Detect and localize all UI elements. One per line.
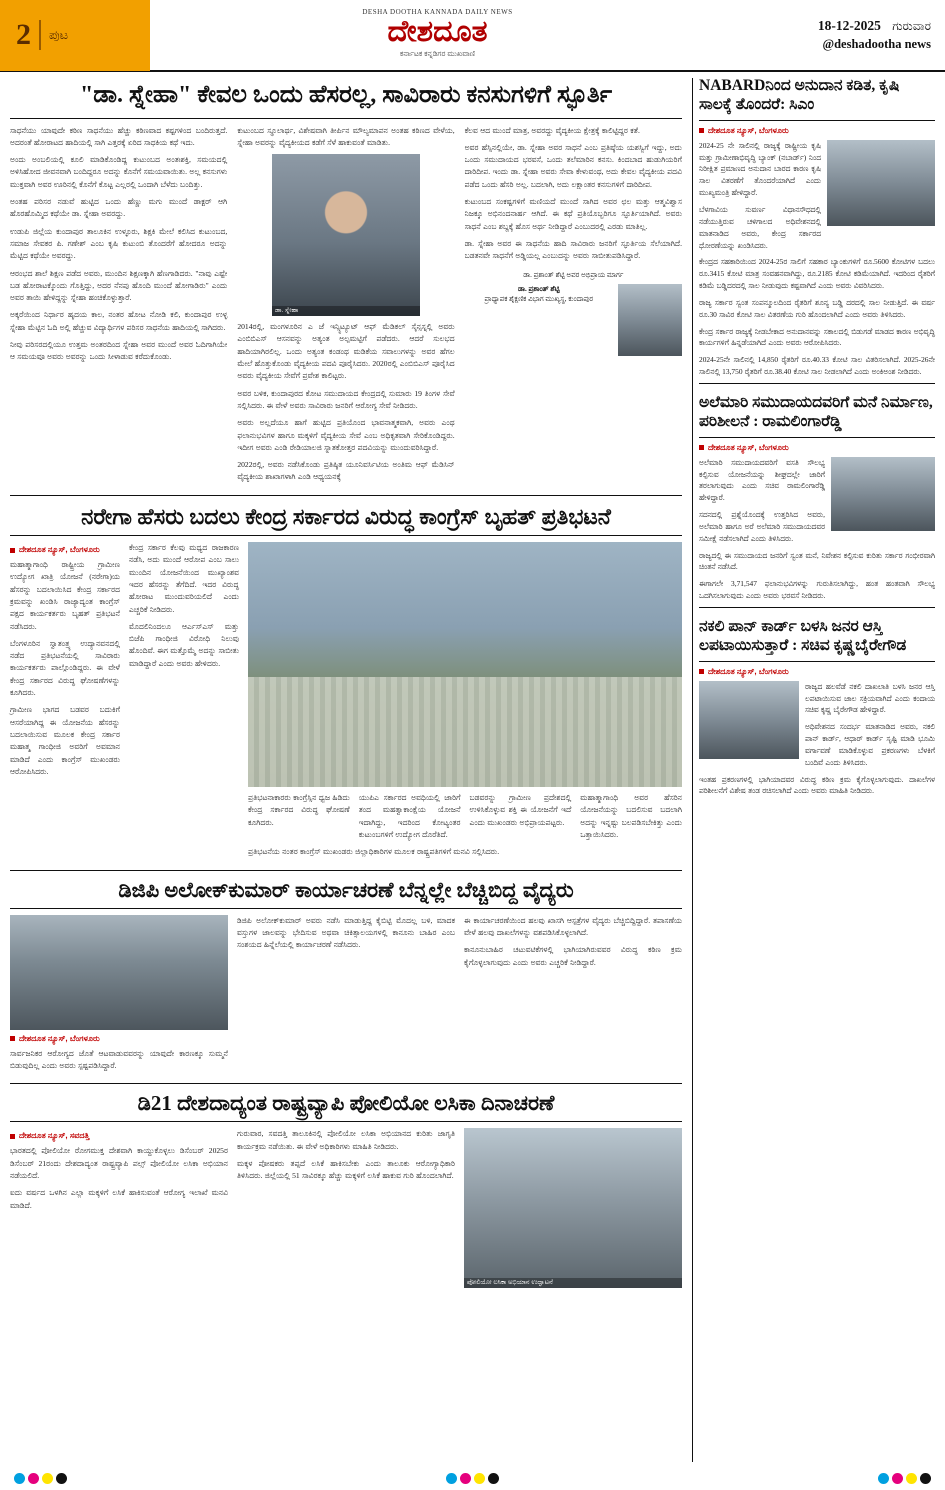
- byline: [699, 667, 935, 677]
- story1-col3: [465, 125, 682, 489]
- masthead-handle: @deshadootha news: [822, 37, 931, 51]
- byline-bullet-icon: [699, 669, 704, 674]
- paragraph: ಸಾರ್ವಜನಿಕರ ಆರೋಗ್ಯದ ಜೊತೆ ಆಟವಾಡುವವರನ್ನು ಯಾವುದೇ ಕಾರಣಕ್ಕೂ ಸುಮ್ಮನೆ ಬಿಡುವುದಿಲ್ಲ ಎಂದು ಅವರು ಸ್ಪಷ್ಟಪಡಿಸಿದ್ದಾರೆ.: [10, 1048, 228, 1070]
- page-number: 2: [16, 18, 31, 51]
- masthead-title-block: [150, 8, 725, 59]
- byline-bullet-icon: [10, 1036, 15, 1041]
- article-headline: ಡಿ21 ದೇಶದಾದ್ಯಂತ ರಾಷ್ಟ್ರವ್ಯಾಪಿ ಪೋಲಿಯೋ ಲಸಿಕಾ ದಿನಾಚರಣೆ: [10, 1083, 682, 1122]
- byline: [10, 1131, 228, 1141]
- main-column: [10, 72, 690, 1462]
- paragraph: ಐದು ವರ್ಷದ ಒಳಗಿನ ಎಲ್ಲಾ ಮಕ್ಕಳಿಗೆ ಲಸಿಕೆ ಹಾಕಿಸುವಂತೆ ಆರೋಗ್ಯ ಇಲಾಖೆ ಮನವಿ ಮಾಡಿದೆ.: [10, 1188, 228, 1210]
- article-photo-cm: [827, 140, 935, 226]
- registration-dot-magenta: [892, 1473, 903, 1484]
- byline-bullet-icon: [699, 445, 704, 450]
- paragraph: ಅವರ ಹೆಸ್ಸಿನಲ್ಲಿಯೇ, ಡಾ. ಸ್ನೇಹಾ ಅವರ ಸಾಧನೆ ಎಂಬ ಪ್ರತಿಷ್ಠೆಯ ಯಶಸ್ವಿಗೆ ಇದ್ದು, ಅದು ಒಂದು ಸಮುದಾಯದ ಭರವಸೆ, ಒಂದು ತಲೆಮಾರಿನ ಕನಸು. ಕಿಂದಬಾದ ಹುಡುಗಿಯರಿಗೆ ದಾರಿದೀಪ. ಇಂದು ಡಾ. ಸ್ನೇಹಾ ಅವರು ಸೇವಾ ಕೇಳುವಂಥ, ಅದು ಕೇವಲ ವೈದ್ಯಕೀಯ ಪದವಿ ಪಡೆದ ಒಂದು ಹೆಸರಿ ಅಲ್ಲ. ಬದಲಾಗಿ, ಅದು ಲಕ್ಷಾಂತರ ಕನಸುಗಳಿಗೆ ದಾರಿದೀಪ.: [464, 142, 682, 189]
- expert-name: ಡಾ. ಪ್ರಶಾಂತ್ ಶೆಟ್ಟಿ: [518, 284, 560, 293]
- paragraph: ಬಡವರನ್ನು ಗ್ರಾಮೀಣ ಪ್ರದೇಶದಲ್ಲಿ ಉಳಿಸಿಕೊಳ್ಳುವ ಶಕ್ತಿ ಈ ಯೋಜನೆಗೆ ಇದೆ ಎಂದು ಮುಖಂಡರು ಅಭಿಪ್ರಾಯಪಟ್ಟರು.: [469, 793, 572, 827]
- paragraph: ಬೆಂಗಳೂರಿನ ಸ್ವಾತಂತ್ರ್ಯ ಉದ್ಯಾನವನದಲ್ಲಿ ನಡೆದ ಪ್ರತಿಭಟನೆಯಲ್ಲಿ ಸಾವಿರಾರು ಕಾರ್ಯಕರ್ತರು ಪಾಲ್ಗೊಂಡಿದ್ದರು. ಈ ವೇಳೆ ಕೇಂದ್ರ ಸರ್ಕಾರದ ವಿರುದ್ಧ ಘೋಷಣೆಗಳನ್ನು ಕೂಗಿದರು.: [10, 638, 120, 698]
- paragraph: ಉಡುಪಿ ಜಿಲ್ಲೆಯ ಕುಂದಾಪುರ ತಾಲೂಕಿನ ಉಳ್ಳೂರು, ಶಿಕ್ಷಕಿ ಮೇಲೆ ಕಲಿಸಿದ ಕುಟುಂಬದ, ಸಮಾಜ ಸೇವಕರ ಪಿ. ಗಣೇಶ್ ಎಂಬ ಕೃಷಿ ಕುಟುಂಬಿ ತೊಂದರೆಗೆ ಹೋದರೂ ಅದನ್ನು ಮೆಟ್ಟಿದ ಕಥೆಯೇ ಅವರದ್ದು.: [10, 226, 228, 261]
- article-headline: ನಕಲಿ ಪಾನ್ ಕಾರ್ಡ್ ಬಳಸಿ ಜನರ ಆಸ್ತಿ ಲಪಟಾಯಿಸುತ್ತಾರೆ : ಸಚಿವ ಕೃಷ್ಣಬೈರೇಗೌಡ: [699, 613, 935, 662]
- article-headline: ನರೇಗಾ ಹೆಸರು ಬದಲು ಕೇಂದ್ರ ಸರ್ಕಾರದ ವಿರುದ್ಧ ಕಾಂಗ್ರೆಸ್ ಬೃಹತ್ ಪ್ರತಿಭಟನೆ: [10, 495, 682, 536]
- paragraph: ಕೇಂದ್ರ ಸರ್ಕಾರ ಕೆಲವು ಮಧ್ಯದ ರಾಜಕಾರಣ ನಡೆಸಿ, ಅದು ಮುಂದೆ ಆರೋಪ ಎಂಬ ಸಾಲು ಮುಂದಿನ ಯೋಜನೆಯಿಂದ ಮುಖ್ಯಾಂಶವ ಇದರ ಹೆಸರನ್ನು ತೆಗೆದಿದೆ. ಇದರ ವಿರುದ್ಧ ಹೋರಾಟ ಮುಂದುವರಿಯಲಿದೆ ಎಂದು ಎಚ್ಚರಿಕೆ ನೀಡಿದರು.: [129, 543, 239, 614]
- expert-photo: [618, 284, 682, 356]
- photo-caption: ಪೋಲಿಯೋ ಲಸಿಕಾ ಅಭಿಯಾನ ಉದ್ಘಾಟನೆ: [464, 1278, 682, 1288]
- story4-col1: [10, 1128, 228, 1288]
- section-divider: [699, 607, 935, 608]
- masthead-tagline: DESHA DOOTHA KANNADA DAILY NEWS: [362, 7, 513, 16]
- paragraph: ಕೆಲವ ಆದ ಮುಂದೆ ಮಾತ್ರ, ಅವರದ್ದು ವೈದ್ಯಕೀಯ ಕ್ಷೇತ್ರಕ್ಕೆ ಕಾಲಿಟ್ಟಿದ್ದರ ಕತೆ.: [464, 125, 640, 135]
- paragraph: ಅಧಿವೇಶನದ ಸಂದರ್ಭ ಮಾತನಾಡಿದ ಅವರು, ನಕಲಿ ಪಾನ್ ಕಾರ್ಡ್, ಆಧಾರ್ ಕಾರ್ಡ್ ಸೃಷ್ಟಿ ಮಾಡಿ ಭೂಮಿ ವರ್ಗಾವಣೆ ಮಾಡಿಕೊಳ್ಳುವ ಪ್ರಕರಣಗಳು ಬೆಳಕಿಗೆ ಬಂದಿವೆ ಎಂದು ತಿಳಿಸಿದರು.: [805, 722, 935, 767]
- byline: [699, 443, 935, 453]
- byline-text: ದೇಶದೂತ ನ್ಯೂಸ್, ಬೆಂಗಳೂರು: [19, 545, 100, 555]
- registration-dot-cyan: [878, 1473, 889, 1484]
- masthead: [0, 0, 945, 72]
- article-narega-protest: [10, 495, 682, 864]
- registration-group-left: [14, 1473, 67, 1484]
- paragraph: ಕುಟುಂಬದ ಸ್ಥೂಲಾರ್ಥ, ವಿಶೇಷವಾಗಿ ತೀರ್ಪಿನ ಮೌಲ್ಯಮಾಪನ ಅಂತಹ ಕಠಿಣದ ವೇಳೆಯ, ಸ್ನೇಹಾ ಅವರನ್ನು ವೈದ್ಯಕೀಯದ ಕಡೆಗೆ ಸೆಳೆ ಹಾಕುವಂತೆ ಮಾಡಿತು.: [237, 125, 455, 147]
- paragraph: ಅವರು ಅಲ್ಲದೆಯೂ ಹಾಗೆ ಹುಟ್ಟಿದ ಪ್ರತಿಯೊಂದ ಭಾವನಾತ್ಮಕವಾಗಿ, ಅವರು ಎಂಥ ಫಲಾನುಭವಿಗಳ ಹಾಗೂ ಮಕ್ಕಳಿಗೆ ವೈದ್ಯಕೀಯ ಸೇವೆ ಎಂಬ ಅಧಿಕೃತವಾಗಿ ಸೇರಿಕೊಂಡಿದ್ದರು. ಇದೀಗ ಅವರು ಎಂಡಿ ರೇಡಿಯಾಲಜಿ ಸ್ನಾತಕೋತ್ತರ ಪದವಿಯನ್ನು ಮುಂದುವರಿಸಿದ್ದಾರೆ.: [237, 418, 455, 452]
- article-photo-polio-event: [464, 1128, 682, 1288]
- article-headline: ಅಲೆಮಾರಿ ಸಮುದಾಯದವರಿಗೆ ಮನೆ ನಿರ್ಮಾಣ, ಪರಿಶೀಲನೆ : ರಾಮಲಿಂಗಾರೆಡ್ಡಿ: [699, 389, 935, 438]
- paragraph: ಪ್ರತಿಭಟನಾಕಾರರು ಕಾಂಗ್ರೆಸ್ಸಿನ ಧ್ವಜ ಹಿಡಿದು ಕೇಂದ್ರ ಸರ್ಕಾರದ ವಿರುದ್ಧ ಘೋಷಣೆ ಕೂಗಿದರು.: [248, 793, 350, 827]
- paragraph: ಮೊದಲಿನಿಂದಲೂ ಆರ್ಎಸ್ಎಸ್ ಮತ್ತು ಬಿಜೆಪಿ ಗಾಂಧೀಜಿ ವಿರೋಧಿ ನಿಲುವು ಹೊಂದಿವೆ. ಈಗ ಮತ್ತೊಮ್ಮೆ ಅದನ್ನು ಸಾಬೀತು ಮಾಡಿದ್ದಾರೆ ಎಂದು ಅವರು ಹೇಳಿದರು.: [129, 621, 239, 668]
- sidebar-article-nabard: [699, 72, 935, 378]
- masthead-meta: [725, 18, 945, 52]
- paragraph: ಕೇಂದ್ರದ ಸಹಕಾರಿಯಿಂದ 2024-25ರ ಸಾಲಿಗೆ ಸಹಕಾರ ಬ್ಯಾಂಕುಗಳಿಗೆ ರೂ.5600 ಕೋಟಿಗಳ ಬದಲು ರೂ.3415 ಕೋಟಿ ಮಾತ್ರ ಸಂವಹನವಾಗಿದ್ದು, ರೂ.2185 ಕೋಟಿ ಕಡಿಮೆಯಾಗಿದೆ. ಇದರಿಂದ ರೈತರಿಗೆ ಕಡಿಮೆ ಬಡ್ಡಿದರದಲ್ಲಿ ಸಾಲ ನೀಡುವುದು ಕಷ್ಟವಾಗಿದೆ ಎಂದು ಅವರು ವಿವರಿಸಿದರು.: [699, 257, 935, 291]
- story2-col1: [10, 542, 120, 863]
- article-headline: NABARDನಿಂದ ಅನುದಾನ ಕಡಿತ, ಕೃಷಿ ಸಾಲಕ್ಕೆ ತೊಂದರೆ: ಸಿಎಂ: [699, 72, 935, 121]
- registration-dot-black: [920, 1473, 931, 1484]
- article-headline: ಡಿಜಿಪಿ ಅಲೋಕ್‌ಕುಮಾರ್ ಕಾರ್ಯಾಚರಣೆ ಬೆನ್ನಲ್ಲೇ ಬೆಚ್ಚಿಬಿದ್ದ ವೈದ್ಯರು: [10, 870, 682, 909]
- story4-photo-block: [464, 1128, 682, 1288]
- byline-bullet-icon: [10, 548, 15, 553]
- article-photo-dr-sneha: [272, 154, 420, 316]
- paragraph: ಮಹಾತ್ಮಾಗಾಂಧಿ ಅವರ ಹೆಸರಿನ ಯೋಜನೆಯನ್ನು ಬದಲಿಸುವ ಬದಲಾಗಿ ಅದನ್ನು ಇನ್ನಷ್ಟು ಬಲಪಡಿಸಬೇಕಿತ್ತು ಎಂದು ಒತ್ತಾಯಿಸಿದರು.: [580, 793, 682, 839]
- paragraph: 2024-25 ನೇ ಸಾಲಿನಲ್ಲಿ ರಾಜ್ಯಕ್ಕೆ ರಾಷ್ಟ್ರೀಯ ಕೃಷಿ ಮತ್ತು ಗ್ರಾಮೀಣಾಭಿವೃದ್ಧಿ ಬ್ಯಾಂಕ್ (ನಬಾರ್ಡ್) ನಿಂದ ನಿರೀಕ್ಷಿತ ಪ್ರಮಾಣದ ಅನುದಾನ ಬಾರದ ಕಾರಣ ಕೃಷಿ ಸಾಲ ವಿತರಣೆಗೆ ತೊಂದರೆಯಾಗಿದೆ ಎಂದು ಮುಖ್ಯಮಂತ್ರಿ ಹೇಳಿದ್ದಾರೆ.: [699, 140, 821, 198]
- byline: [699, 126, 935, 136]
- registration-dot-magenta: [460, 1473, 471, 1484]
- masthead-subtitle: ಕರ್ನಾಟಕ ಕನ್ನಡಿಗರ ಮುಖವಾಣಿ: [399, 48, 476, 58]
- paragraph: ಅಂದು ಅಂಬಲಿಯಲ್ಲಿ ಕೂಲಿ ಮಾಡಿಕೊಂಡಿದ್ದ ಕುಟುಂಬದ ಅಂತಃಶಕ್ತಿ, ಸಮಯದಲ್ಲಿ ಅಳಿಸಿಹೋದ ಜೀವನವಾಗಿ ಬಂದಿದ್ದರೂ ಅದನ್ನು ಕೊನೆಗೆ ಸಮಯವಾಯಿತು. ಅಲ್ಲ ಕನಸುಗಳು ಮುಕ್ತವಾಗಿ ಅವರ ಊರಿನಲ್ಲಿ ಕೊನೆಗೆ ಕೊಟ್ಟ ಎಲ್ಲರಲ್ಲಿ ಒಂದಾಗಿ ಬೆಳೆದು ಬಂದಿತ್ತು.: [10, 155, 228, 189]
- article-headline: "ಡಾ. ಸ್ನೇಹಾ" ಕೇವಲ ಒಂದು ಹೆಸರಲ್ಲ, ಸಾವಿರಾರು ಕನಸುಗಳಿಗೆ ಸ್ಫೂರ್ತಿ: [10, 72, 682, 119]
- story1-col2: [237, 125, 454, 489]
- paragraph: ಈ ಕಾರ್ಯಾಚರಣೆಯಿಂದ ಹಲವು ಖಾಸಗಿ ಆಸ್ಪತ್ರೆಗಳ ವೈದ್ಯರು ಬೆಚ್ಚಿಬಿದ್ದಿದ್ದಾರೆ. ತಪಾಸಣೆಯ ವೇಳೆ ಹಲವು ದಾಖಲೆಗಳನ್ನು ವಶಪಡಿಸಿಕೊಳ್ಳಲಾಗಿದೆ.: [464, 915, 682, 937]
- paragraph: ಸಾಧನೆಯು ಯಾವುದೇ ಕಠಿಣ ಸಾಧನೆಯು ಹೆಚ್ಚು ಕಠಿಣವಾದ ಕಷ್ಟಗಳಿಂದ ಬಂದಿರುತ್ತದೆ. ಅದರಂತೆ ಹೋರಾಟದ ಹಾದಿಯಲ್ಲಿ ಸಾಗಿ ಎತ್ತರಕ್ಕೆ ಏರಿದ ಸಾಧಕಿಯ ಕಥೆ ಇದು.: [10, 125, 228, 147]
- story3-col2: [237, 915, 455, 1078]
- article-photo-minister-byregowda: [699, 681, 799, 759]
- paragraph: ಅವರ ಬಳಿಕ, ಕುಂದಾಪುರದ ಕೋಟ ಸಮುದಾಯದ ಕೇಂದ್ರದಲ್ಲಿ ಸುಮಾರು 19 ತಿಂಗಳ ಸೇವೆ ಸಲ್ಲಿಸಿದರು. ಈ ವೇಳೆ ಅವರು ಸಾವಿರಾರು ಜನರಿಗೆ ಆರೋಗ್ಯ ಸೇವೆ ನೀಡಿದರು.: [237, 388, 455, 410]
- paragraph: ನೀವು ಪರಿಸರದಲ್ಲಿಯೂ ಉತ್ತಮ ಅಂತರದಿಂದ ಸ್ನೇಹಾ ಅವರ ಮುಂದೆ ಅವರ ಓದಿಗಾಗಿಯೇ ಆ ಸಮಯವೂ ಅವರು ಅವರನ್ನು ಒಂದು ಸೀಳಾಡುವ ಕರೆದುಕೊಂಡು.: [10, 340, 228, 362]
- page-body: [0, 72, 945, 1462]
- paragraph: ಅಂತಹ ಪರಿಸರ ನಡುವೆ ಹುಟ್ಟಿದ ಒಂದು ಹೆಣ್ಣು ಮಗು ಮುಂದೆ ಡಾಕ್ಟರ್ ಆಗಿ ಹೊರಹೊಮ್ಮಿದ ಕಥೆಯೇ ಡಾ. ಸ್ನೇಹಾ ಅವರದ್ದು.: [10, 197, 228, 219]
- paragraph: ಗುರುವಾರ, ಸವದತ್ತಿ ತಾಲೂಕಿನಲ್ಲಿ ಪೋಲಿಯೋ ಲಸಿಕಾ ಅಭಿಯಾನದ ಕುರಿತು ಜಾಗೃತಿ ಕಾರ್ಯಕ್ರಮ ನಡೆಯಿತು. ಈ ವೇಳೆ ಅಧಿಕಾರಿಗಳು ಮಾಹಿತಿ ನೀಡಿದರು.: [237, 1129, 455, 1151]
- paragraph: ಕೇಂದ್ರ ಸರ್ಕಾರ ರಾಜ್ಯಕ್ಕೆ ನೀಡಬೇಕಾದ ಅನುದಾನವನ್ನು ಸಕಾಲದಲ್ಲಿ ಬಿಡುಗಡೆ ಮಾಡದ ಕಾರಣ ಅಭಿವೃದ್ಧಿ ಕಾರ್ಯಗಳಿಗೆ ಹಿನ್ನಡೆಯಾಗಿದೆ ಎಂದು ಅವರು ಆರೋಪಿಸಿದರು.: [699, 326, 935, 348]
- paragraph: ಮಹಾತ್ಮಾಗಾಂಧಿ ರಾಷ್ಟ್ರೀಯ ಗ್ರಾಮೀಣ ಉದ್ಯೋಗ ಖಾತ್ರಿ ಯೋಜನೆ (ನರೇಗಾ)ಯ ಹೆಸರನ್ನು ಬದಲಾಯಿಸಿದ ಕೇಂದ್ರ ಸರ್ಕಾರದ ಕ್ರಮವನ್ನು ಖಂಡಿಸಿ ರಾಜ್ಯಾದ್ಯಂತ ಕಾಂಗ್ರೆಸ್ ಪಕ್ಷದ ಕಾರ್ಯಕರ್ತರು ಬೃಹತ್ ಪ್ರತಿಭಟನೆ ನಡೆಸಿದರು.: [10, 560, 120, 631]
- paragraph: ಕುಟುಂಬದ ಸಂಕಷ್ಟಗಳಿಗೆ ಮಣಿಯದೆ ಮುಂದೆ ಸಾಗಿದ ಅವರ ಛಲ ಮತ್ತು ಆತ್ಮವಿಶ್ವಾಸ ನಿಜಕ್ಕೂ ಅಭಿನಂದನಾರ್ಹ ಆಗಿದೆ. ಈ ಕಥೆ ಪ್ರತಿಯೊಬ್ಬರಿಗೂ ಸ್ಫೂರ್ತಿಯಾಗಿದೆ. ಅವರು ಸಾಧನೆ ಎಂಬ ಶಬ್ದಕ್ಕೆ ಹೊಸ ಅರ್ಥ ನೀಡಿದ್ದಾರೆ ಎಂಬುದರಲ್ಲಿ ಎರಡು ಮಾತಿಲ್ಲ.: [464, 197, 682, 231]
- byline: [10, 545, 120, 555]
- sidebar-column: [699, 72, 935, 1462]
- paragraph: ರಾಜ್ಯ ಸರ್ಕಾರ ಸ್ವಂತ ಸಂಪನ್ಮೂಲದಿಂದ ರೈತರಿಗೆ ಶೂನ್ಯ ಬಡ್ಡಿ ದರದಲ್ಲಿ ಸಾಲ ನೀಡುತ್ತಿದೆ. ಈ ವರ್ಷ ರೂ.30 ಸಾವಿರ ಕೋಟಿ ಸಾಲ ವಿತರಣೆಯ ಗುರಿ ಹೊಂದಲಾಗಿದೆ ಎಂದು ಅವರು ತಿಳಿಸಿದರು.: [699, 297, 935, 319]
- paragraph: ಬೆಳಗಾವಿಯ ಸುವರ್ಣ ವಿಧಾನಸೌಧದಲ್ಲಿ ನಡೆಯುತ್ತಿರುವ ಚಳಿಗಾಲದ ಅಧಿವೇಶನದಲ್ಲಿ ಮಾತನಾಡಿದ ಅವರು, ಕೇಂದ್ರ ಸರ್ಕಾರದ ಧೋರಣೆಯನ್ನು ಖಂಡಿಸಿದರು.: [699, 204, 821, 250]
- byline-text: ದೇಶದೂತ ನ್ಯೂಸ್, ಬೆಂಗಳೂರು: [708, 666, 789, 676]
- paragraph: ಯುಪಿಎ ಸರ್ಕಾರದ ಅವಧಿಯಲ್ಲಿ ಜಾರಿಗೆ ತಂದ ಮಹತ್ವಾಕಾಂಕ್ಷೆಯ ಯೋಜನೆ ಇದಾಗಿದ್ದು, ಇದರಿಂದ ಕೋಟ್ಯಂತರ ಕುಟುಂಬಗಳಿಗೆ ಉದ್ಯೋಗ ದೊರೆತಿದೆ.: [358, 793, 461, 839]
- paragraph: 2022ರಲ್ಲಿ, ಅವರು ನಡೆಸಿಕೊಂಡು ಪ್ರತಿಷ್ಠಿತ ಯೂನಿವರ್ಸಿಟಿಯ ಅಂತಿಮ ಆಫ್ ಮೆಡಿಸಿನ್ ವೈದ್ಯಕೀಯ ಶಾಖಾಗಳಾಗಿ ಎಂಡಿ ಆಧ್ಯಯನಕ್ಕೆ: [237, 460, 455, 482]
- masthead-title: ದೇಶದೂತ: [387, 14, 488, 48]
- registration-dot-yellow: [906, 1473, 917, 1484]
- story4-col2: [237, 1128, 455, 1288]
- masthead-date: 18-12-2025: [817, 18, 881, 33]
- registration-dot-yellow: [474, 1473, 485, 1484]
- paragraph: 2014ರಲ್ಲಿ, ಮಂಗಳೂರಿನ ಎ ಜೆ ಇನ್ಸ್ಟಿಟ್ಯೂಟ್ ಆಫ್ ಮೆಡಿಕಲ್ ಸೈನ್ಸಸ್ನಲ್ಲಿ ಅವರು ಎಂಬಿಬಿಎಸ್ ಆಸನವನ್ನು ಅತ್ಯಂತ ಅಲ್ಪಮಟ್ಟಿಗೆ ಪಡೆದರು. ಆದರೆ ಸುಲಭದ ಹಾದಿಯಾಗಿರಲಿಲ್ಲ. ಒಂದು ಅತ್ಯಂತ ಕಂಡಂಥ ಮಡಿಕೆಯ ಸವಾಲುಗಳನ್ನು ಅವರ ಹೆಗಲ ಮೇಲೆ ಹೊತ್ತುಕೊಂಡು ವೈದ್ಯಕೀಯ ಪದವಿ ಪೂರೈಸಿದರು. 2020ರಲ್ಲಿ ಎಂಬಿಬಿಎಸ್ ಪೂರೈಸಿದ ಅವರು ವೈದ್ಯಕೀಯ ಸೇವೆಗೆ ಪ್ರವೇಶ ಕಾಲಿಟ್ಟರು.: [237, 322, 455, 381]
- paragraph: ಅಕ್ಕರೆಯಿಂದ ನಿರ್ಧಾರ ಹೃದಯ ಕಾಲ, ನಂತರ ಹೋಟ ನೋಡಿ ಕಲಿ, ಕುಂದಾಪುರ ಉಳ್ಳ ಸ್ನೇಹಾ ಮೆಟ್ಟಿನ ಓದಿ ಅಲ್ಲಿ ಹೆಚ್ಚುವ ವಿದ್ಯಾರ್ಥಿಗಳ ಪರಿಸರ ಸಾಧನೆಯ ಹಾದಿಯಲ್ಲಿ ಸಾಗಿದರು.: [10, 310, 228, 332]
- byline-text: ದೇಶದೂತ ನ್ಯೂಸ್, ಬೆಂಗಳೂರು: [708, 125, 789, 135]
- page-number-block: [0, 0, 150, 71]
- registration-dot-cyan: [14, 1473, 25, 1484]
- byline-text: ದೇಶದೂತ ನ್ಯೂಸ್, ಬೆಂಗಳೂರು: [19, 1033, 100, 1043]
- paragraph: ಈಗಾಗಲೇ 3,71,547 ಫಲಾನುಭವಿಗಳನ್ನು ಗುರುತಿಸಲಾಗಿದ್ದು, ಹಂತ ಹಂತವಾಗಿ ಸೌಲಭ್ಯ ಒದಗಿಸಲಾಗುವುದು ಎಂದು ಅವರು ಭರವಸೆ ನೀಡಿದರು.: [699, 579, 935, 601]
- story2-photo-block: [248, 542, 682, 863]
- registration-marks: [0, 1473, 945, 1484]
- byline-text: ದೇಶದೂತ ನ್ಯೂಸ್, ಸವದತ್ತಿ: [19, 1131, 90, 1141]
- paragraph: ಪ್ರತಿಭಟನೆಯ ನಂತರ ಕಾಂಗ್ರೆಸ್ ಮುಖಂಡರು ಜಿಲ್ಲಾಧಿಕಾರಿಗಳ ಮೂಲಕ ರಾಷ್ಟ್ರಪತಿಗಳಿಗೆ ಮನವಿ ಸಲ್ಲಿಸಿದರು.: [248, 847, 500, 857]
- column-divider: [692, 78, 693, 1462]
- sidebar-article-nomadic-housing: [699, 389, 935, 602]
- article-photo-police: [10, 915, 228, 1030]
- article-dgp-operation: [10, 870, 682, 1078]
- paragraph: ಮಕ್ಕಳ ಪೋಷಕರು ತಪ್ಪದೆ ಲಸಿಕೆ ಹಾಕಿಸಬೇಕು ಎಂದು ತಾಲೂಕು ಆರೋಗ್ಯಾಧಿಕಾರಿ ತಿಳಿಸಿದರು. ಜಿಲ್ಲೆಯಲ್ಲಿ 51 ಸಾವಿರಕ್ಕೂ ಹೆಚ್ಚು ಮಕ್ಕಳಿಗೆ ಲಸಿಕೆ ಹಾಕುವ ಗುರಿ ಹೊಂದಲಾಗಿದೆ.: [237, 1159, 455, 1181]
- paragraph: ಇಂತಹ ಪ್ರಕರಣಗಳಲ್ಲಿ ಭಾಗಿಯಾದವರ ವಿರುದ್ಧ ಕಠಿಣ ಕ್ರಮ ಕೈಗೊಳ್ಳಲಾಗುವುದು. ದಾಖಲೆಗಳ ಪರಿಶೀಲನೆಗೆ ವಿಶೇಷ ತಂಡ ರಚಿಸಲಾಗಿದೆ ಎಂದು ಅವರು ಮಾಹಿತಿ ನೀಡಿದರು.: [699, 774, 935, 796]
- registration-dot-black: [488, 1473, 499, 1484]
- byline-bullet-icon: [10, 1134, 15, 1139]
- registration-dot-yellow: [42, 1473, 53, 1484]
- paragraph: ರಾಜ್ಯದ ಹಲವೆಡೆ ನಕಲಿ ದಾಖಲಾತಿ ಬಳಸಿ ಜನರ ಆಸ್ತಿ ಲಪಟಾಯಿಸುವ ಜಾಲ ಸಕ್ರಿಯವಾಗಿದೆ ಎಂದು ಕಂದಾಯ ಸಚಿವ ಕೃಷ್ಣ ಬೈರೇಗೌಡ ಹೇಳಿದ್ದಾರೆ.: [805, 681, 935, 715]
- article-polio-day: [10, 1083, 682, 1288]
- article-photo-protest: [248, 542, 682, 787]
- registration-dot-cyan: [446, 1473, 457, 1484]
- paragraph: ರಾಜ್ಯದಲ್ಲಿ ಈ ಸಮುದಾಯದ ಜನರಿಗೆ ಸ್ವಂತ ಮನೆ, ನಿವೇಶನ ಕಲ್ಪಿಸುವ ಕುರಿತು ಸರ್ಕಾರ ಗಂಭೀರವಾಗಿ ಚಿಂತನೆ ನಡೆಸಿದೆ.: [699, 550, 935, 572]
- byline-bullet-icon: [699, 128, 704, 133]
- registration-dot-magenta: [28, 1473, 39, 1484]
- expert-quote-box: [465, 268, 682, 356]
- paragraph: ಡಾ. ಸ್ನೇಹಾ ಅವರ ಈ ಸಾಧನೆಯ ಹಾದಿ ಸಾವಿರಾರು ಜನರಿಗೆ ಸ್ಫೂರ್ತಿಯ ಸೆಲೆಯಾಗಿದೆ. ಬಡತನವೇ ಸಾಧನೆಗೆ ಅಡ್ಡಿಯಲ್ಲ ಎಂಬುದನ್ನು ಅವರು ಸಾಬೀತುಪಡಿಸಿದ್ದಾರೆ.: [464, 238, 682, 261]
- registration-group-right: [878, 1473, 931, 1484]
- expert-quote: ಡಾ. ಪ್ರಶಾಂತ್ ಶೆಟ್ಟಿ ಅವರ ಅಭಿಪ್ರಾಯ ಮಾರ್ಗ: [523, 270, 624, 279]
- registration-group-center: [446, 1473, 499, 1484]
- byline: [10, 1034, 228, 1044]
- masthead-date-row: [725, 18, 931, 34]
- section-divider: [699, 383, 935, 384]
- paragraph: ಡಿಜಿಪಿ ಅಲೋಕ್‌ಕುಮಾರ್ ಅವರು ನಡೆಸಿ ಮಾಡುತ್ತಿದ್ದ ಕೈಬಿಟ್ಟಿ ಮೊದಲ್ಲ ಬಳಿ, ಮಾದಕ ವಸ್ತುಗಳ ಜಾಲವನ್ನು ಭೇದಿಸುವ ಅಥವಾ ಚಿಕಿತ್ಸಾಲಯಗಳಲ್ಲಿ ಕಾನೂನು ಬಾಹಿರ ಎಂಬ ಸಂಶಯದ ಹಿನ್ನೆಲೆಯಲ್ಲಿ ಕಾರ್ಯಾಚರಣೆ ನಡೆಸಿದರು.: [237, 915, 455, 950]
- byline-text: ದೇಶದೂತ ನ್ಯೂಸ್, ಬೆಂಗಳೂರು: [708, 442, 789, 452]
- story1-col1: [10, 125, 227, 489]
- paragraph: ಗ್ರಾಮೀಣ ಭಾಗದ ಬಡವರ ಬದುಕಿಗೆ ಆಸರೆಯಾಗಿದ್ದ ಈ ಯೋಜನೆಯ ಹೆಸರನ್ನು ಬದಲಾಯಿಸುವ ಮೂಲಕ ಕೇಂದ್ರ ಸರ್ಕಾರ ಮಹಾತ್ಮ ಗಾಂಧೀಜಿ ಅವರಿಗೆ ಅವಮಾನ ಮಾಡಿದೆ ಎಂದು ಕಾಂಗ್ರೆಸ್ ಮುಖಂಡರು ಆರೋಪಿಸಿದರು.: [10, 705, 120, 776]
- story3-photo-block: [10, 915, 228, 1078]
- photo-caption: ಡಾ. ಸ್ನೇಹಾ: [272, 306, 420, 316]
- paragraph: ಕಾನೂನುಬಾಹಿರ ಚಟುವಟಿಕೆಗಳಲ್ಲಿ ಭಾಗಿಯಾಗಿರುವವರ ವಿರುದ್ಧ ಕಠಿಣ ಕ್ರಮ ಕೈಗೊಳ್ಳಲಾಗುವುದು ಎಂದು ಅವರು ಎಚ್ಚರಿಕೆ ನೀಡಿದ್ದಾರೆ.: [464, 945, 682, 967]
- paragraph: ಅಲೆಮಾರಿ ಸಮುದಾಯದವರಿಗೆ ವಸತಿ ಸೌಲಭ್ಯ ಕಲ್ಪಿಸುವ ಯೋಜನೆಯನ್ನು ಶೀಘ್ರದಲ್ಲೇ ಜಾರಿಗೆ ತರಲಾಗುವುದು ಎಂದು ಸಚಿವ ರಾಮಲಿಂಗಾರೆಡ್ಡಿ ಹೇಳಿದ್ದಾರೆ.: [699, 457, 825, 503]
- article-dr-sneha: [10, 72, 682, 489]
- story2-col2: [129, 542, 239, 863]
- page-label: ಪುಟ: [49, 27, 69, 42]
- story3-col3: [464, 915, 682, 1078]
- paragraph: ಆರಂಭದ ಶಾಲೆ ಶಿಕ್ಷಣ ಪಡೆದ ಅವರು, ಮುಂದಿನ ಶಿಕ್ಷಣಕ್ಕಾಗಿ ಹೆಣಗಾಡಿದರು. "ನಾವು ಎಷ್ಟೇ ಬಡ ಹೋರಾಟಕ್ಕೊಂದು ಗೊತ್ತಿದ್ದು, ಅದರ ನೆನಪು ಹೊಂದಿ ಮುಂದೆ ಹೋಗಾಡಿರು" ಎಂದು ಅವರ ತಾಯಿ ಹೇಳಿದ್ದನ್ನು ಸ್ನೇಹಾ ಹಂಚಿಕೊಳ್ಳುತ್ತಾರೆ.: [10, 268, 228, 303]
- article-photo-minister-reddy: [831, 457, 935, 531]
- registration-dot-black: [56, 1473, 67, 1484]
- page-number-divider: [39, 20, 41, 50]
- expert-role: ಪ್ರಾಧ್ಯಾಪಕ ಶೈಕ್ಷಣಿಕ ವಿಭಾಗ ಮುಖ್ಯಸ್ಥ, ಕುಂದಾಪುರ: [484, 294, 594, 303]
- paragraph: ಭಾರತದಲ್ಲಿ ಪೋಲಿಯೋ ರೋಗಮುಕ್ತ ದೇಶವಾಗಿ ಕಾಯ್ದುಕೊಳ್ಳಲು ಡಿಸೆಂಬರ್ 2025ರ ಡಿಸೆಂಬರ್ 21ರಂದು ದೇಶದಾದ್ಯಂತ ರಾಷ್ಟ್ರವ್ಯಾಪಿ ಪಲ್ಸ್ ಪೋಲಿಯೋ ಲಸಿಕಾ ಅಭಿಯಾನ ನಡೆಯಲಿದೆ.: [10, 1146, 228, 1180]
- masthead-day: ಗುರುವಾರ: [892, 19, 931, 33]
- paragraph: ಸದನದಲ್ಲಿ ಪ್ರಶ್ನೆಯೊಂದಕ್ಕೆ ಉತ್ತರಿಸಿದ ಅವರು, ಅಲೆಮಾರಿ ಹಾಗೂ ಅರೆ ಅಲೆಮಾರಿ ಸಮುದಾಯದವರ ಸಮೀಕ್ಷೆ ನಡೆಸಲಾಗಿದೆ ಎಂದು ತಿಳಿಸಿದರು.: [699, 510, 825, 543]
- paragraph: 2024-25ನೇ ಸಾಲಿನಲ್ಲಿ 14,850 ರೈತರಿಗೆ ರೂ.40.33 ಕೋಟಿ ಸಾಲ ವಿತರಿಸಲಾಗಿದೆ. 2025-26ನೇ ಸಾಲಿನಲ್ಲಿ 13,750 ರೈತರಿಗೆ ರೂ.38.40 ಕೋಟಿ ಸಾಲ ನೀಡಲಾಗಿದೆ ಎಂದು ಅಂಕಿಅಂಶ ನೀಡಿದರು.: [699, 355, 935, 377]
- sidebar-article-fake-pancard: [699, 613, 935, 797]
